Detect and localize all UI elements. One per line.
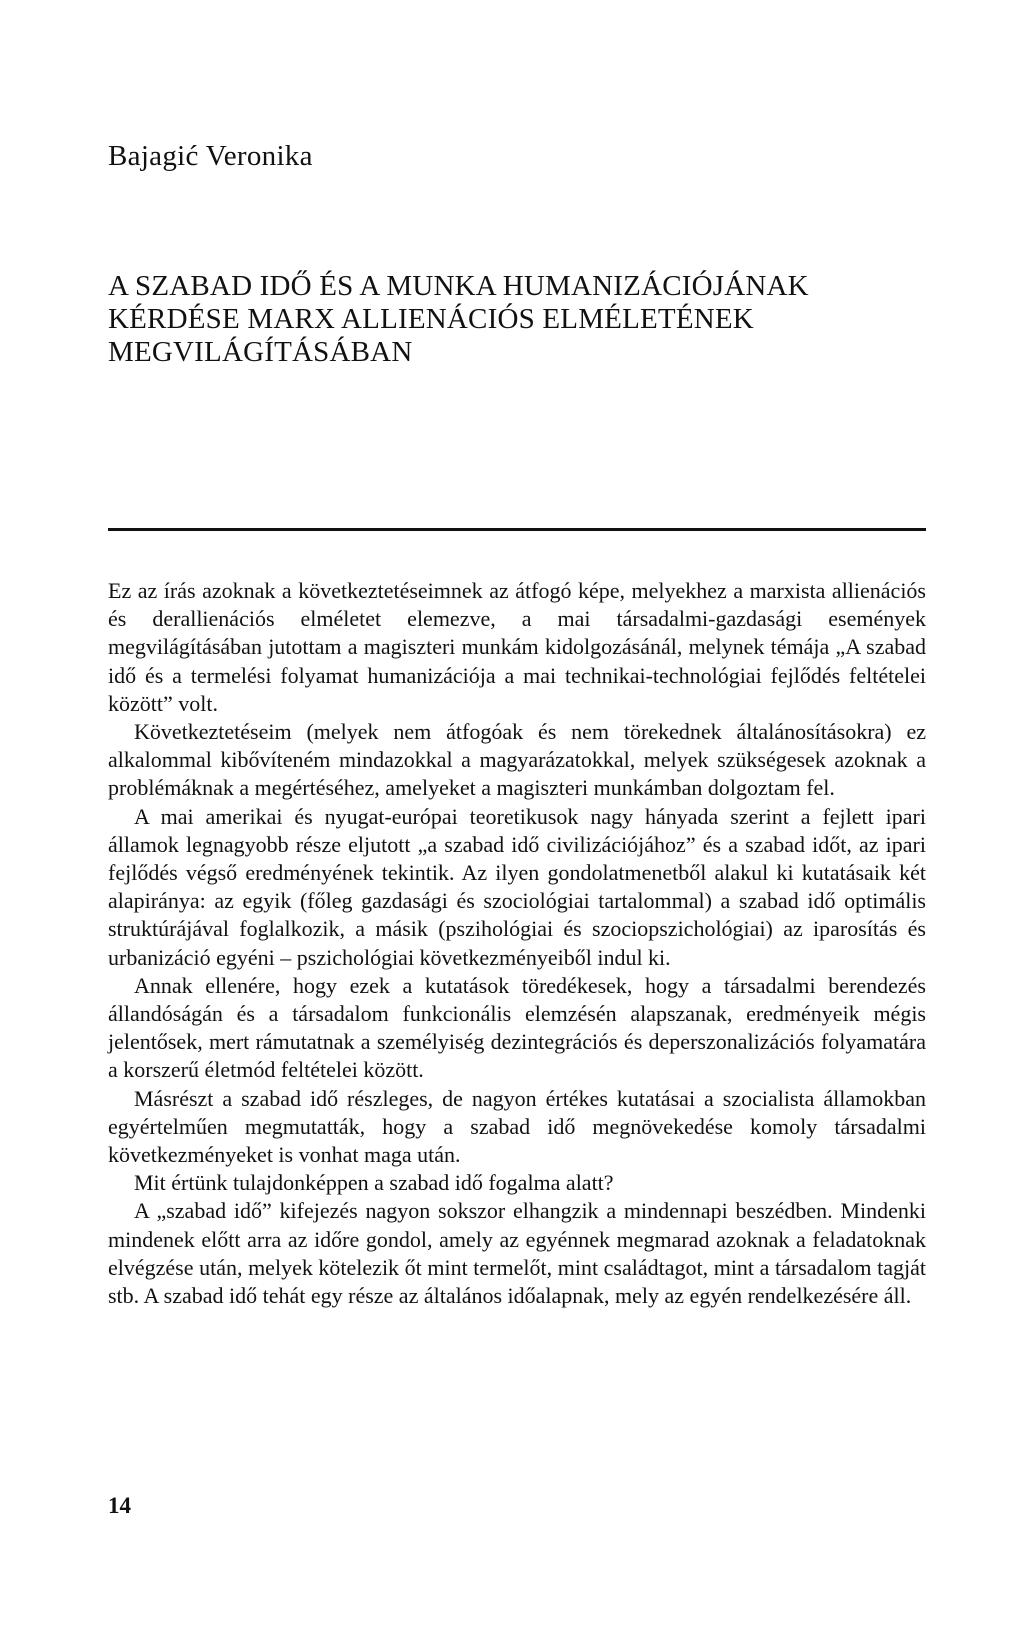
paragraph-3: A mai amerikai és nyugat-európai teoretikusok nagy hányada szerint a fejlett ipari államok legnagyobb része eljutott „a szabad idő civilizációjához” és a szabad időt, az ipari fejlődés végső eredményének tekintik. Az ilyen gondolatmenetből alakul ki kutatásaik két alapiránya: az egyik (főleg gazdasági és szociológiai tartalommal) a szabad idő optimális struktúrájával foglalkozik, a másik (pszihológiai és szociopszichológiai) az iparosítás és urbanizáció egyéni – pszichológiai következményeiből indul ki. xyxy=(108,803,926,970)
title-line-3: MEGVILÁGÍTÁSÁBAN xyxy=(108,336,413,368)
paragraph-1: Ez az írás azoknak a következtetéseimnek az átfogó képe, melyekhez a marxista allienációs és derallienációs elméletet elemezve, a mai társadalmi-gazdasági események megvilágításában jutottam a magiszteri munkám kidolgozásánál, melynek témája „A szabad idő és a termelési folyamat humanizációja a mai technikai-technológiai fejlődés feltételei között” volt. xyxy=(108,578,926,716)
author-name: Bajagić Veronika xyxy=(108,140,313,172)
horizontal-rule xyxy=(108,528,926,531)
article-body xyxy=(108,577,926,1310)
page-number: 14 xyxy=(108,1493,131,1518)
paragraph-7: A „szabad idő” kifejezés nagyon sokszor elhangzik a mindennapi beszédben. Mindenki mindenek előtt arra az időre gondol, amely az egyénnek megmarad azoknak a feladatoknak elvégzése után, melyek kötelezik őt mint termelőt, mint családtagot, mint a társadalom tagját stb. A szabad idő tehát egy része az általános időalapnak, mely az egyén rendelkezésére áll. xyxy=(108,1198,926,1309)
paragraph-4: Annak ellenére, hogy ezek a kutatások töredékesek, hogy a társadalmi berendezés állandóságán és a társadalom funkcionális elemzésén alapszanak, eredményeik mégis jelentősek, mert rámutatnak a személyiség dezintegrációs és deperszonalizációs folyamatára a korszerű életmód feltételei között. xyxy=(108,972,926,1083)
paragraph-2: Következtetéseim (melyek nem átfogóak és nem törekednek általánosításokra) ez alkalommal kibővíteném mindazokkal a magyarázatokkal, melyek szükségesek azoknak a problémáknak a megértéséhez, amelyeket a magiszteri munkámban dolgoztam fel. xyxy=(108,719,926,801)
article-title xyxy=(108,270,928,369)
title-line-2: KÉRDÉSE MARX ALLIENÁCIÓS ELMÉLETÉNEK xyxy=(108,303,754,335)
title-line-1: A SZABAD IDŐ ÉS A MUNKA HUMANIZÁCIÓJÁNAK xyxy=(108,270,809,302)
paragraph-6: Mit értünk tulajdonképpen a szabad idő fogalma alatt? xyxy=(134,1170,614,1196)
paragraph-5: Másrészt a szabad idő részleges, de nagyon értékes kutatásai a szocialista államokban egyértelműen megmutatták, hogy a szabad idő megnövekedése komoly társadalmi következményeket is vonhat maga után. xyxy=(108,1085,926,1168)
